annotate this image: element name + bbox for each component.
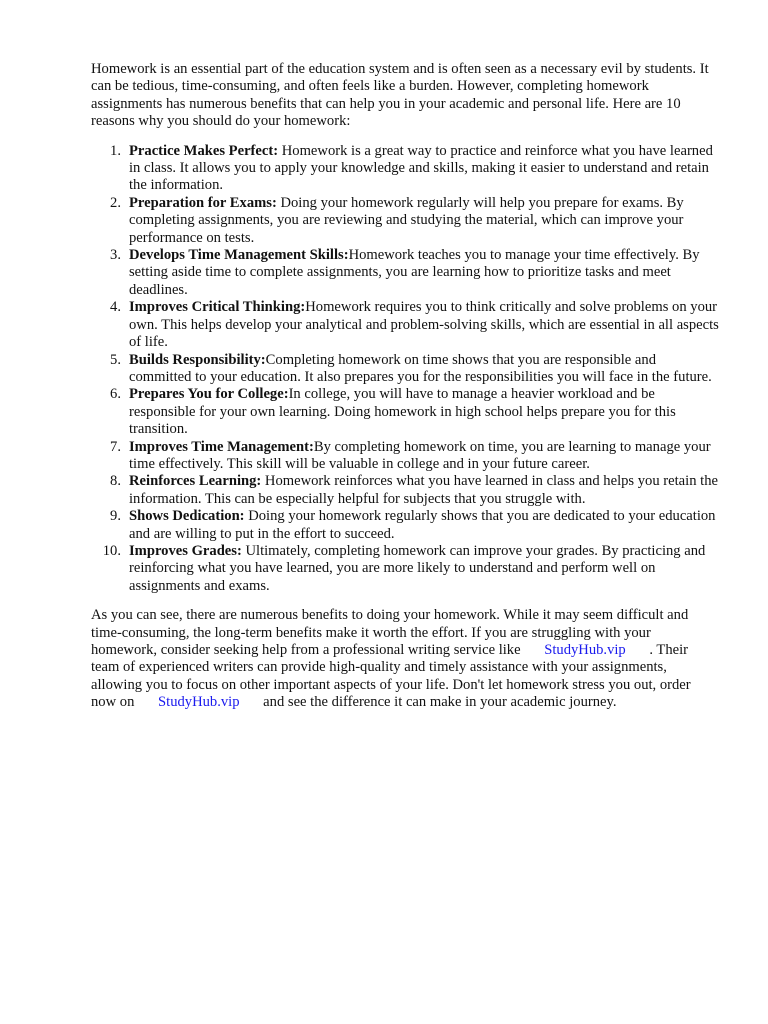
reason-text: In college, you will have to manage a heavier workload and be responsible for your own learning. Doing homework in high school helps prepare you for this transition. [129,386,676,438]
list-item [110,508,719,543]
list-number: 1. [110,142,121,159]
reason-title: Reinforces Learning: [129,473,262,490]
closing-text-2: . Their team of experienced writers can provide high-quality and timely assistance with your assignments, allowing you to focus on other important aspects of your life. Don't let homework stress you out, order now on [91,642,691,711]
reason-title: Practice Makes Perfect: [129,142,279,159]
reason-text: By completing homework on time, you are learning to manage your time effectively. This skill will be valuable in college and in your future career. [129,438,711,472]
reason-text: Completing homework on time shows that you are responsible and committed to your education. It also prepares you for the responsibilities you will face in the future. [129,351,712,385]
reasons-list [91,143,719,596]
closing-text-3: and see the difference it can make in your academic journey. [259,694,617,711]
list-number: 3. [110,247,121,264]
list-number: 10. [102,542,121,559]
list-number: 7. [110,438,121,455]
reason-text: Homework requires you to think critically and solve problems on your own. This helps develop your analytical and problem-solving skills, which are essential in all aspects of life. [129,299,719,351]
document-page [91,61,719,712]
list-item [110,194,719,247]
reason-title: Improves Time Management: [129,438,314,455]
intro-paragraph: Homework is an essential part of the education system and is often seen as a necessary evil by students. It can be tedious, time-consuming, and often feels like a burden. However, completing homework assignments has numerous benefits that can help you in your academic and personal life. Here are 10 reasons why you should do your homework: [91,61,709,130]
list-item [110,142,719,195]
list-number: 5. [110,351,121,368]
list-item [110,473,719,508]
reason-title: Builds Responsibility: [129,351,266,368]
reason-title: Shows Dedication: [129,508,245,525]
reason-title: Improves Critical Thinking: [129,299,306,316]
closing-text-1: As you can see, there are numerous benefits to doing your homework. While it may seem difficult and time-consuming, the long-term benefits make it worth the effort. If you are struggling with your homework, consider seeking help from a professional writing service like [91,607,689,658]
reason-text: Ultimately, completing homework can improve your grades. By practicing and reinforcing what you have learned, you are more likely to understand and perform well on assignments and exams. [129,542,706,594]
reason-text: Doing your homework regularly shows that you are dedicated to your education and are willing to put in the effort to succeed. [129,508,716,542]
list-item [110,351,719,387]
reason-text: Homework is a great way to practice and reinforce what you have learned in class. It allows you to apply your knowledge and skills, making it easier to understand and retain the information. [129,142,713,194]
list-number: 8. [110,473,121,490]
closing-paragraph [91,607,719,711]
list-item [110,247,719,299]
studyhub-order-link[interactable]: StudyHub.vip [158,694,240,711]
reason-text: Doing your homework regularly will help you prepare for exams. By completing assignments, you are reviewing and studying the material, which can improve your performance on tests. [129,194,684,246]
list-item [110,438,719,474]
list-number: 9. [110,508,121,525]
list-number: 6. [110,386,121,403]
list-item [110,299,719,351]
studyhub-link[interactable]: StudyHub.vip [544,642,626,658]
reason-title: Preparation for Exams: [129,194,277,211]
reason-text: Homework reinforces what you have learned in class and helps you retain the information. This can be especially helpful for subjects that you struggle with. [129,473,718,507]
reason-text: Homework teaches you to manage your time effectively. By setting aside time to complete assignments, you are learning how to prioritize tasks and meet deadlines. [129,247,700,298]
list-number: 4. [110,299,121,316]
list-item [102,542,719,595]
reason-title: Develops Time Management Skills: [129,247,349,264]
list-number: 2. [110,194,121,211]
reason-title: Prepares You for College: [129,386,289,403]
list-item [110,386,719,438]
reason-title: Improves Grades: [129,542,242,559]
